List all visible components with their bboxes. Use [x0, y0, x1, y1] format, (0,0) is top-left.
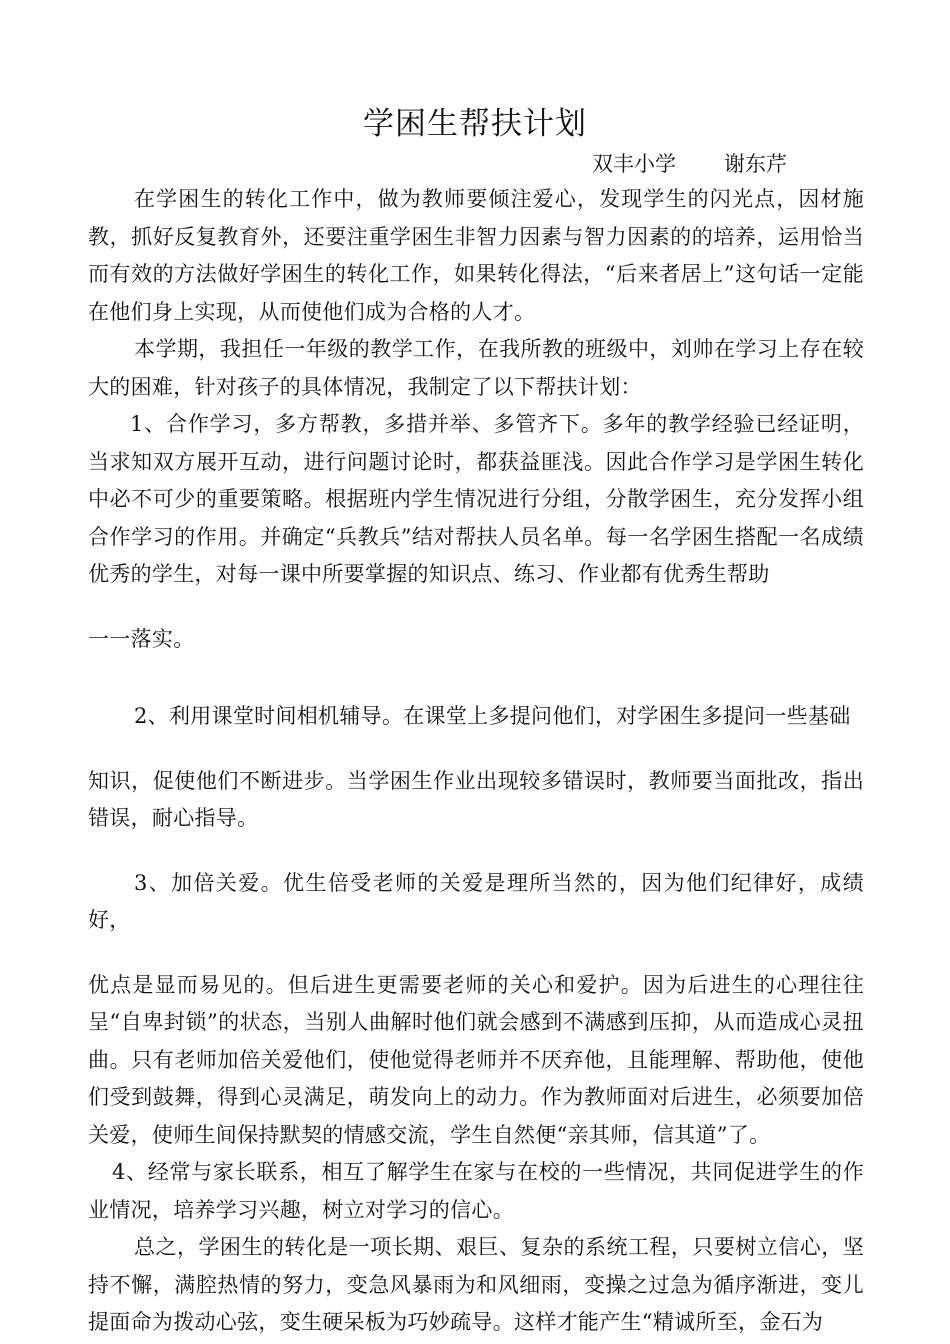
- paragraph-plan-1-end: 一一落实。: [88, 626, 195, 651]
- paragraph-background: 本学期，我担任一年级的教学工作，在我所教的班级中，刘帅在学习上存在较大的困难，针对孩子的具体情况，我制定了以下帮扶计划：: [88, 337, 864, 399]
- paragraph-plan-3-rest: 优点是显而易见的。但后进生更需要老师的关心和爱护。因为后进生的心理往往呈“自卑封锁”的状态，当别人曲解时他们就会感到不满感到压抑，从而造成心灵扭曲。只有老师加倍关爱他们，使他觉得老师并不厌弃他，且能理解、帮助他，使他们受到鼓舞，得到心灵满足，萌发向上的动力。作为教师面对后进生，必须要加倍关爱，使师生间保持默契的情感交流，学生自然便“亲其师，信其道”了。: [88, 972, 864, 1147]
- paragraph-intro: 在学困生的转化工作中，做为教师要倾注爱心，发现学生的闪光点，因材施教，抓好反复教育外，还要注重学困生非智力因素与智力因素的的培养，运用恰当而有效的方法做好学困生的转化工作，如果转化得法，“后来者居上”这句话一定能在他们身上实现，从而使他们成为合格的人才。: [88, 187, 864, 324]
- paragraph-plan-2-start: 2、利用课堂时间相机辅导。在课堂上多提问他们，对学困生多提问一些基础: [134, 704, 851, 728]
- author-name: 谢东芹: [724, 152, 787, 176]
- document-title: 学困生帮扶计划: [363, 106, 587, 142]
- paragraph-plan-3-start: 3、加倍关爱。优生倍受老师的关爱是理所当然的，因为他们纪律好，成绩好，: [88, 870, 864, 932]
- school-name: 双丰小学: [592, 152, 676, 176]
- paragraph-plan-4: 4、经常与家长联系，相互了解学生在家与在校的一些情况，共同促进学生的作业情况，培养学习兴趣，树立对学习的信心。: [88, 1160, 864, 1222]
- paragraph-plan-1: 1、合作学习，多方帮教，多措并举、多管齐下。多年的教学经验已经证明，当求知双方展开互动，进行问题讨论时，都获益匪浅。因此合作学习是学困生转化中必不可少的重要策略。根据班内学生情况进行分组，分散学困生，充分发挥小组合作学习的作用。并确定“兵教兵”结对帮扶人员名单。每一名学困生搭配一名成绩优秀的学生，对每一课中所要掌握的知识点、练习、作业都有优秀生帮助: [88, 412, 864, 586]
- byline: [592, 149, 787, 179]
- paragraph-conclusion: 总之，学困生的转化是一项长期、艰巨、复杂的系统工程，只要树立信心，坚持不懈，满腔热情的努力，变急风暴雨为和风细雨，变操之过急为循序渐进，变儿提面命为拨动心弦，变生硬呆板为巧妙疏导。这样才能产生“精诚所至，金石为: [88, 1235, 864, 1334]
- paragraph-plan-2-rest: 知识，促使他们不断进步。当学困生作业出现较多错误时，教师要当面批改，指出错误，耐心指导。: [88, 768, 864, 830]
- document-body: [88, 181, 864, 1342]
